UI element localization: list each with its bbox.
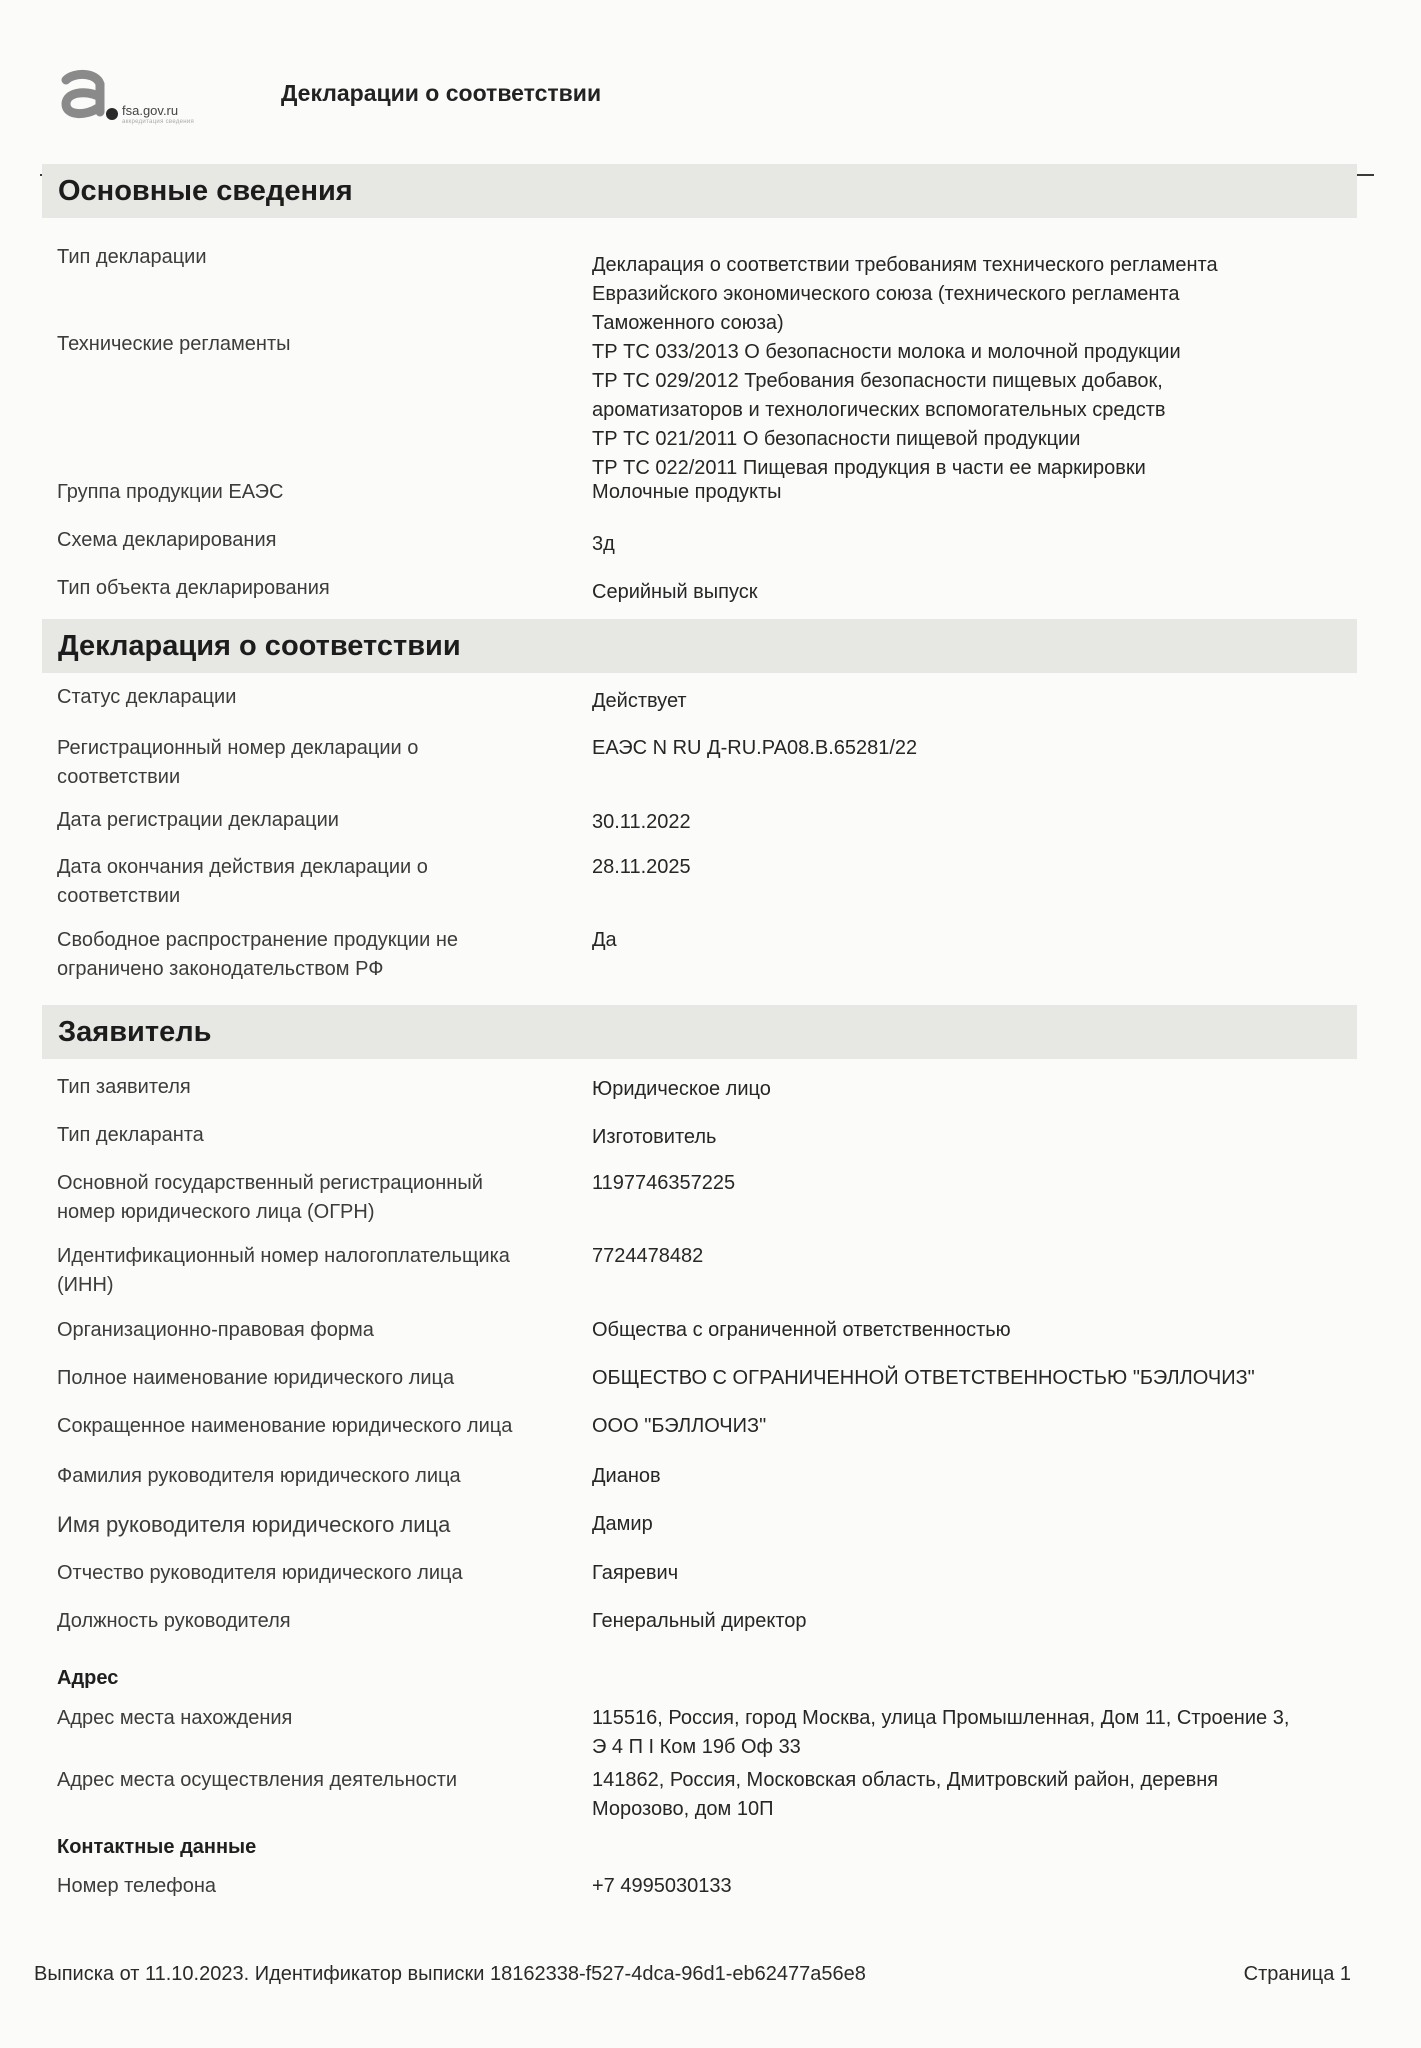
field-value: ЕАЭС N RU Д-RU.РА08.В.65281/22 — [592, 737, 918, 759]
label-line: Идентификационный номер налогоплательщика — [57, 1245, 510, 1267]
field-value: 3д — [592, 533, 615, 555]
field-value: 7724478482 — [592, 1245, 704, 1267]
field-value: 1197746357225 — [592, 1172, 736, 1194]
label-line: соответствии — [57, 766, 181, 788]
field-label — [57, 926, 582, 984]
field-label — [57, 1169, 582, 1227]
contacts-subheading: Контактные данные — [57, 1836, 257, 1858]
field-label: Тип декларанта — [57, 1124, 204, 1146]
field-label: Имя руководителя юридического лица — [57, 1512, 451, 1537]
field-label — [57, 734, 582, 792]
field-value: +7 4995030133 — [592, 1875, 732, 1897]
value-line: ТР ТС 021/2011 О безопасности пищевой продукции — [592, 428, 1081, 450]
value-line: ТР ТС 022/2011 Пищевая продукция в части ее маркировки — [592, 457, 1146, 479]
field-label: Организационно-правовая форма — [57, 1319, 374, 1341]
section-applicant-header — [42, 1005, 1357, 1059]
value-line: Таможенного союза) — [592, 312, 784, 334]
footer-extract-info: Выписка от 11.10.2023. Идентификатор выписки 18162338-f527-4dca-96d1-eb62477a56e8 — [34, 1963, 866, 1985]
field-label: Должность руководителя — [57, 1610, 291, 1632]
field-label: Номер телефона — [57, 1875, 217, 1897]
logo-subtitle: аккредитация сведения — [122, 119, 195, 125]
value-line: ТР ТС 033/2013 О безопасности молока и молочной продукции — [592, 341, 1181, 363]
field-label: Сокращенное наименование юридического лица — [57, 1415, 513, 1437]
field-value: Молочные продукты — [592, 481, 782, 503]
field-label: Группа продукции ЕАЭС — [57, 481, 284, 503]
label-line: номер юридического лица (ОГРН) — [57, 1201, 375, 1223]
field-value: Действует — [592, 690, 687, 712]
section-declaration-header — [42, 619, 1357, 673]
document-title: Декларации о соответствии — [281, 80, 602, 106]
field-label: Полное наименование юридического лица — [57, 1367, 455, 1389]
field-value: ООО "БЭЛЛОЧИЗ" — [592, 1415, 767, 1437]
field-label: Фамилия руководителя юридического лица — [57, 1465, 461, 1487]
field-label: Отчество руководителя юридического лица — [57, 1562, 463, 1584]
label-line: Регистрационный номер декларации о — [57, 737, 419, 759]
field-value: Дианов — [592, 1465, 661, 1487]
field-label: Тип декларации — [57, 246, 207, 268]
field-value — [592, 1766, 1372, 1824]
footer-page-number: Страница 1 — [1243, 1963, 1351, 1985]
field-value: 30.11.2022 — [592, 811, 691, 833]
field-value — [592, 251, 1372, 338]
field-label: Технические регламенты — [57, 333, 291, 355]
value-line: Морозово, дом 10П — [592, 1798, 774, 1820]
field-value: Гаяревич — [592, 1562, 679, 1584]
field-label: Тип объекта декларирования — [57, 577, 330, 599]
value-line: ТР ТС 029/2012 Требования безопасности пищевых добавок, — [592, 370, 1163, 392]
field-label: Тип заявителя — [57, 1076, 191, 1098]
field-value: Дамир — [592, 1513, 653, 1535]
logo-site-text: fsa.gov.ru — [122, 103, 179, 118]
section-title: Заявитель — [58, 1015, 212, 1048]
section-basic-header — [42, 164, 1357, 218]
fsa-logo-icon — [56, 66, 120, 122]
label-line: Свободное распространение продукции не — [57, 929, 458, 951]
field-label: Адрес места осуществления деятельности — [57, 1769, 458, 1791]
value-line: Евразийского экономического союза (технического регламента — [592, 283, 1180, 305]
field-value: 28.11.2025 — [592, 856, 691, 878]
value-line: ароматизаторов и технологических вспомогательных средств — [592, 399, 1166, 421]
field-value — [592, 338, 1372, 483]
value-line: Э 4 П I Ком 19б Оф 33 — [592, 1736, 801, 1758]
value-line: 115516, Россия, город Москва, улица Промышленная, Дом 11, Строение 3, — [592, 1707, 1290, 1729]
label-line: (ИНН) — [57, 1274, 114, 1296]
address-subheading: Адрес — [57, 1667, 119, 1689]
field-value: Изготовитель — [592, 1126, 717, 1148]
field-label: Адрес места нахождения — [57, 1707, 293, 1729]
field-value: ОБЩЕСТВО С ОГРАНИЧЕННОЙ ОТВЕТСТВЕННОСТЬЮ "БЭЛЛОЧИЗ" — [592, 1367, 1255, 1389]
field-label — [57, 853, 582, 911]
field-value — [592, 1704, 1372, 1762]
field-label: Схема декларирования — [57, 529, 277, 551]
field-value: Юридическое лицо — [592, 1078, 771, 1100]
value-line: 141862, Россия, Московская область, Дмитровский район, деревня — [592, 1769, 1219, 1791]
field-value: Генеральный директор — [592, 1610, 807, 1632]
label-line: Дата окончания действия декларации о — [57, 856, 428, 878]
field-label — [57, 1242, 582, 1300]
label-line: соответствии — [57, 885, 181, 907]
field-label: Дата регистрации декларации — [57, 809, 339, 831]
field-value: Да — [592, 929, 617, 951]
field-value: Общества с ограниченной ответственностью — [592, 1319, 1011, 1341]
label-line: ограничено законодательством РФ — [57, 958, 384, 980]
label-line: Основной государственный регистрационный — [57, 1172, 483, 1194]
section-title: Основные сведения — [58, 174, 353, 207]
fsa-logo — [56, 66, 226, 130]
value-line: Декларация о соответствии требованиям технического регламента — [592, 254, 1218, 276]
field-value: Серийный выпуск — [592, 581, 758, 603]
field-label: Статус декларации — [57, 686, 237, 708]
section-title: Декларация о соответствии — [58, 629, 461, 662]
